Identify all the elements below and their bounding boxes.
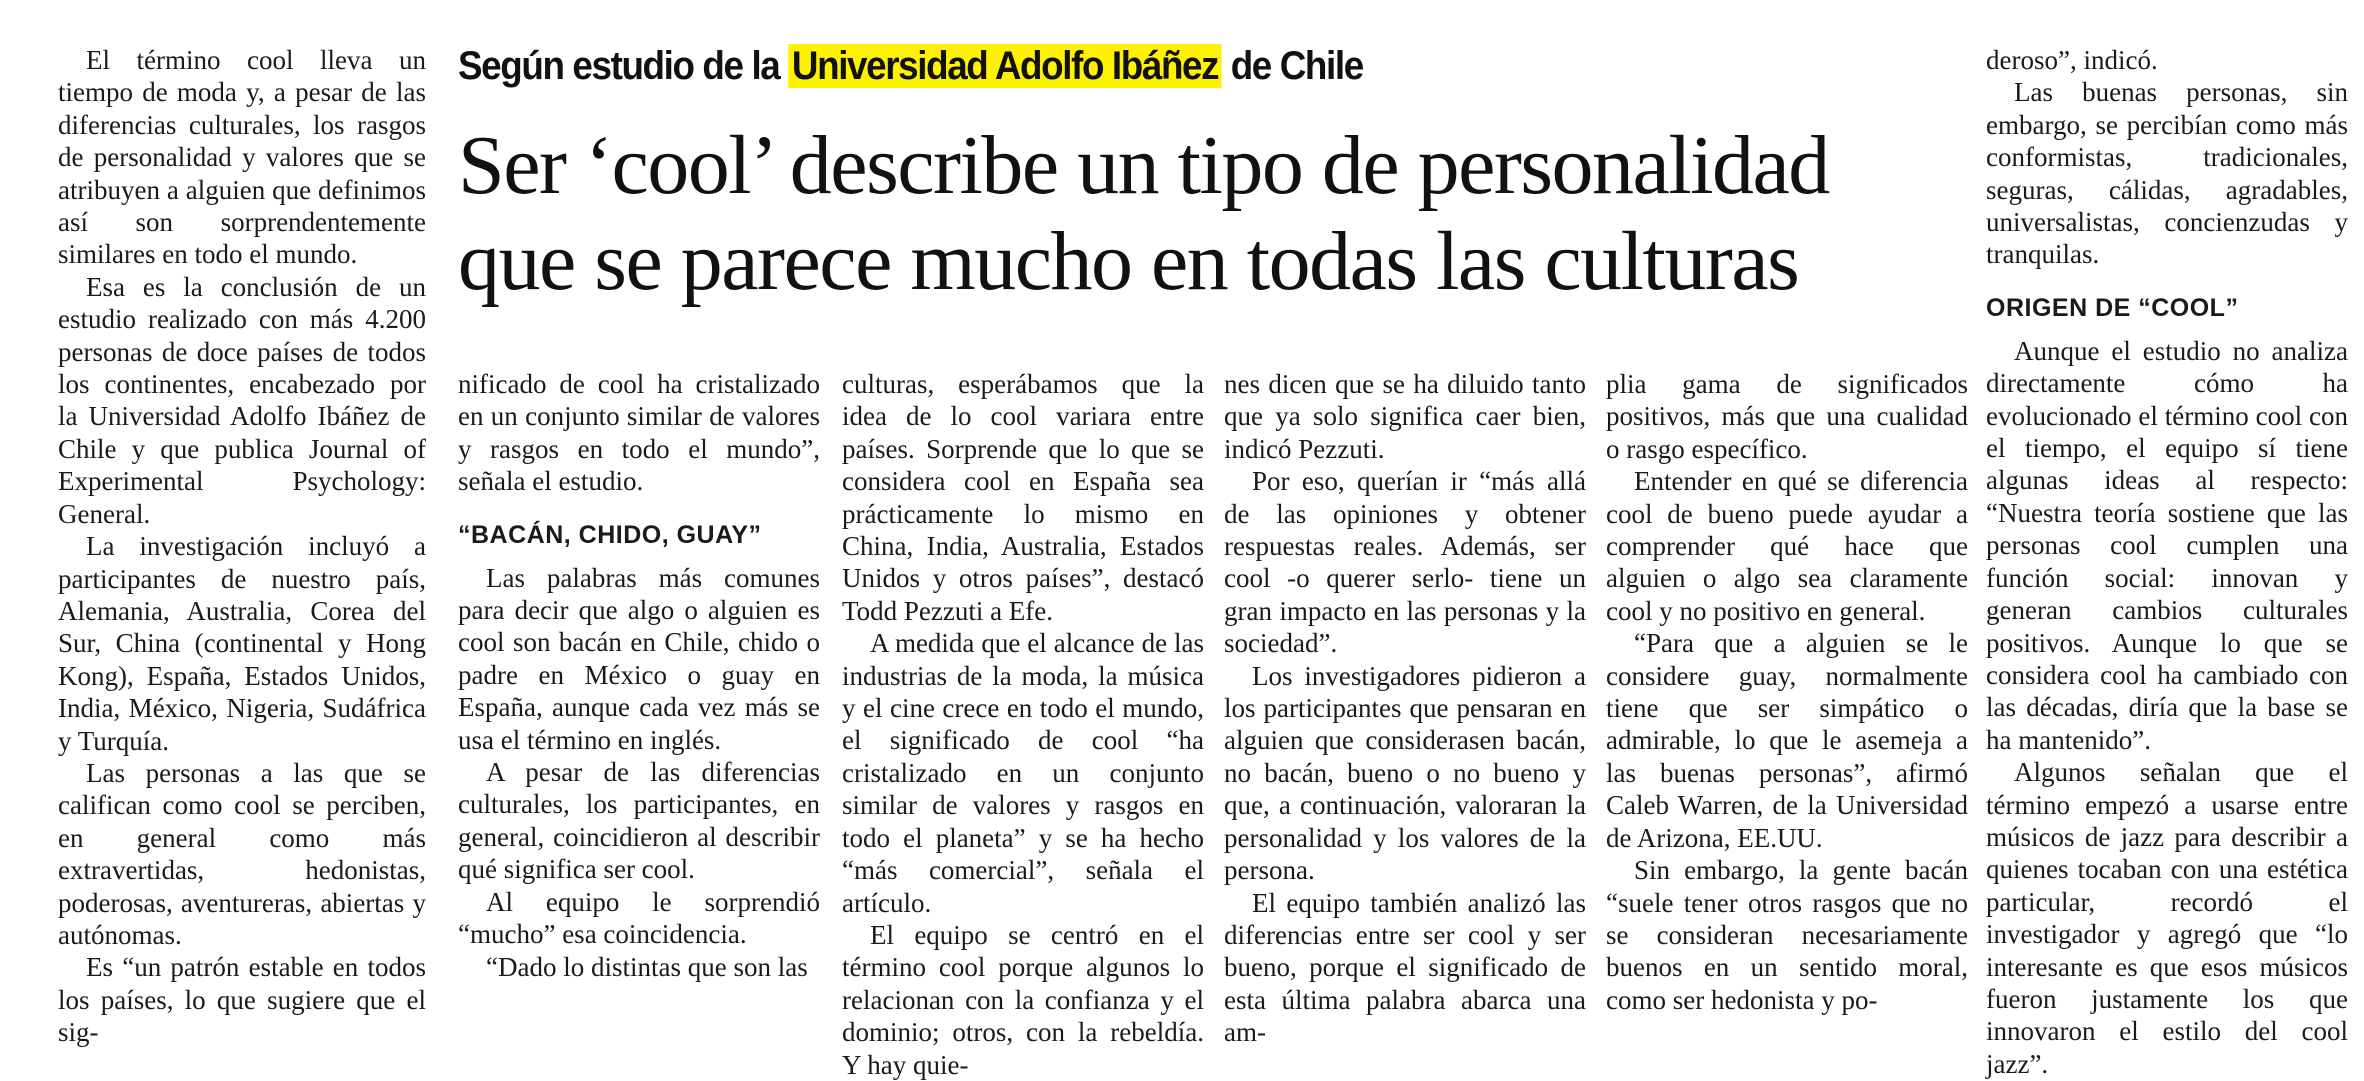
paragraph: nes dicen que se ha diluido tanto que ya solo significa caer bien, indicó Pezzuti.	[1224, 369, 1586, 464]
article-column-5	[1606, 368, 1968, 1016]
article-column-6	[1986, 44, 2348, 1080]
paragraph: A pesar de las diferencias culturales, los participantes, en general, coincidieron al describir qué significa ser cool.	[458, 757, 820, 885]
paragraph: “Para que a alguien se le considere guay, normalmente tiene que ser simpático o admirable, lo que le asemeja a las buenas personas”, afirmó Caleb Warren, de la Universidad de Arizona, EE.UU.	[1606, 628, 1968, 853]
subhead: ORIGEN DE “COOL”	[1986, 293, 2239, 322]
paragraph: La investigación incluyó a participantes de nuestro país, Alemania, Australia, Corea del Sur, China (continental y Hong Kong), España, Estados Unidos, India, México, Nigeria, Sudáfrica y Turquía.	[58, 531, 426, 756]
paragraph: Las palabras más comunes para decir que algo o alguien es cool son bacán en Chile, chido o padre en México o guay en España, aunque cada vez más se usa el término en inglés.	[458, 562, 820, 755]
article-column-1	[58, 44, 426, 1049]
paragraph: Entender en qué se diferencia cool de bueno puede ayudar a comprender qué hace que alguien o algo sea claramente cool y no positivo en general.	[1606, 466, 1968, 626]
paragraph: Las personas a las que se califican como cool se perciben, en general como más extravertidas, hedonistas, poderosas, aventureras, abiertas y autónomas.	[58, 757, 426, 950]
headline-line-2: que se parece mucho en todas las culturas	[458, 215, 1799, 308]
article-column-2	[458, 368, 820, 983]
kicker-highlight: Universidad Adolfo Ibáñez	[788, 44, 1222, 88]
paragraph: Por eso, querían ir “más allá de las opiniones y obtener respuestas reales. Además, ser cool -o querer serlo- tiene un gran impacto en las personas y la sociedad”.	[1224, 466, 1586, 659]
paragraph: Es “un patrón estable en todos los países, lo que sugiere que el sig-	[58, 952, 426, 1048]
paragraph: plia gama de significados positivos, más que una cualidad o rasgo específico.	[1606, 369, 1968, 464]
kicker	[458, 40, 1363, 92]
paragraph: Al equipo le sorprendió “mucho” esa coincidencia.	[458, 886, 820, 950]
paragraph: Aunque el estudio no analiza directamente cómo ha evolucionado el término cool con el tiempo, el equipo sí tiene algunas ideas al respecto: “Nuestra teoría sostiene que las personas cool cumplen una función social: innovan y generan cambios culturales positivos. Aunque lo que se considera cool ha cambiado con las décadas, diría que la base se ha mantenido”.	[1986, 335, 2348, 755]
paragraph: Algunos señalan que el término empezó a usarse entre músicos de jazz para describir a quienes tocaban con una estética particular, recordó el investigador y agregó que “lo interesante es que esos músicos fueron justamente los que innovaron el estilo del cool jazz”.	[1986, 757, 2348, 1079]
paragraph: Las buenas personas, sin embargo, se percibían como más conformistas, tradicionales, seguras, cálidas, agradables, universalistas, concienzudas y tranquilas.	[1986, 77, 2348, 270]
article-column-4	[1224, 368, 1586, 1049]
headline	[458, 118, 1918, 310]
kicker-text: Según estudio de la	[458, 44, 789, 88]
paragraph: El equipo se centró en el término cool porque algunos lo relacionan con la confianza y el dominio; otros, con la rebeldía. Y hay quie-	[842, 919, 1204, 1080]
paragraph: Esa es la conclusión de un estudio realizado con más 4.200 personas de doce países de todos los continentes, encabezado por la Universidad Adolfo Ibáñez de Chile y que publica Journal of Experimental Psychology: General.	[58, 271, 426, 529]
paragraph: El equipo también analizó las diferencias entre ser cool y ser bueno, porque el significado de esta última palabra abarca una am-	[1224, 887, 1586, 1048]
paragraph: A medida que el alcance de las industrias de la moda, la música y el cine crece en todo el mundo, el significado de cool “ha cristalizado en un conjunto similar de valores y rasgos en todo el planeta” y se ha hecho “más comercial”, señala el artículo.	[842, 628, 1204, 918]
paragraph: Sin embargo, la gente bacán “suele tener otros rasgos que no se consideran necesariamente buenos en un sentido moral, como ser hedonista y po-	[1606, 855, 1968, 1015]
paragraph: Los investigadores pidieron a los participantes que pensaran en alguien que considerasen bacán, no bacán, bueno o no bueno y que, a continuación, valoraran la personalidad y los valores de la persona.	[1224, 660, 1586, 886]
paragraph: deroso”, indicó.	[1986, 45, 2158, 75]
article-column-3	[842, 368, 1204, 1081]
paragraph: “Dado lo distintas que son las	[486, 951, 808, 982]
paragraph: nificado de cool ha cristalizado en un conjunto similar de valores y rasgos en todo el mundo”, señala el estudio.	[458, 369, 820, 497]
headline-line-1: Ser ‘cool’ describe un tipo de personalidad	[458, 119, 1829, 212]
paragraph: El término cool lleva un tiempo de moda y, a pesar de las diferencias culturales, los rasgos de personalidad y valores que se atribuyen a alguien que definimos así son sorprendentemente similares en todo el mundo.	[58, 45, 426, 270]
subhead: “BACÁN, CHIDO, GUAY”	[458, 520, 762, 549]
kicker-text-end: de Chile	[1221, 44, 1363, 88]
paragraph: culturas, esperábamos que la idea de lo cool variara entre países. Sorprende que lo que se considera cool en España sea prácticamente lo mismo en China, India, Australia, Estados Unidos y otros países”, destacó Todd Pezzuti a Efe.	[842, 369, 1204, 626]
